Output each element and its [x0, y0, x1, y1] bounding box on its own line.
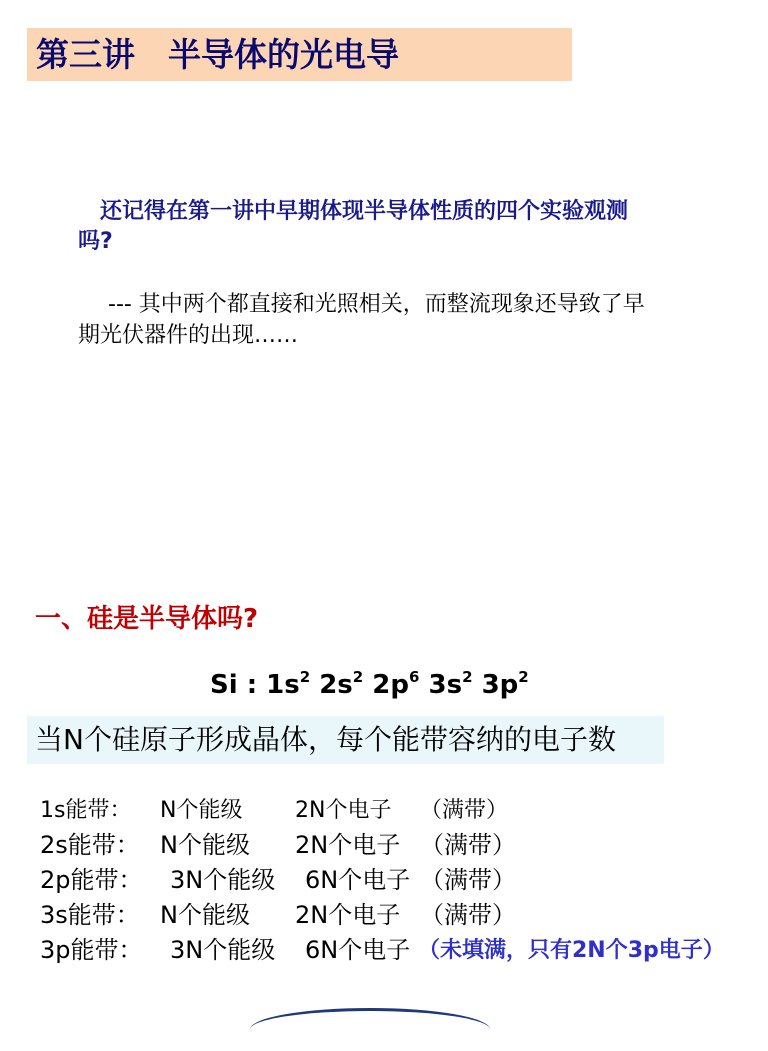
slide-title: 第三讲 半导体的光电导 — [36, 35, 399, 74]
band-note: （满带） — [420, 901, 516, 929]
orbital-1s: 1s — [266, 670, 300, 700]
section-heading: 一、硅是半导体吗? — [35, 604, 259, 634]
band-levels: 3N个能级 — [170, 866, 276, 894]
band-note-accent: （未填满，只有2N个3p电子） — [418, 938, 725, 963]
exponent-2s: 2 — [352, 668, 364, 686]
band-electrons: 6N个电子 — [305, 866, 411, 894]
exponent-2p: 6 — [409, 668, 420, 686]
orbital-2s: 2s — [319, 670, 353, 700]
band-note: （满带） — [420, 831, 516, 859]
orbital-3p: 3p — [481, 670, 519, 700]
band-name: 3p能带： — [40, 936, 143, 964]
answer-text: --- 其中两个都直接和光照相关，而整流现象还导致了早期光伏器件的出现…… — [78, 292, 645, 348]
band-banner-text: 当N个硅原子形成晶体，每个能带容纳的电子数 — [35, 723, 616, 756]
band-electrons: 6N个电子 — [305, 936, 411, 964]
band-levels: N个能级 — [160, 901, 250, 929]
electron-configuration — [210, 667, 529, 703]
band-name: 1s能带： — [40, 798, 132, 823]
band-electrons: 2N个电子 — [295, 798, 392, 823]
band-name: 2p能带： — [40, 866, 143, 894]
band-note: （满带） — [420, 798, 509, 823]
question-text: 还记得在第一讲中早期体现半导体性质的四个实验观测吗? — [78, 199, 629, 254]
band-levels: N个能级 — [160, 831, 250, 859]
band-levels: N个能级 — [160, 798, 243, 823]
diagram-arc — [250, 1008, 490, 1051]
band-name: 3s能带： — [40, 901, 140, 929]
exponent-3s: 2 — [462, 668, 473, 686]
orbital-2p: 2p — [372, 670, 409, 700]
exponent-1s: 2 — [299, 668, 311, 686]
band-electrons: 2N个电子 — [295, 831, 401, 859]
band-levels: 3N个能级 — [170, 936, 276, 964]
exponent-3p: 2 — [518, 668, 529, 686]
band-note: （满带） — [420, 866, 516, 894]
orbital-3s: 3s — [428, 670, 463, 700]
formula-prefix: Si : — [210, 670, 267, 700]
band-name: 2s能带： — [40, 831, 140, 859]
band-electrons: 2N个电子 — [295, 901, 401, 929]
